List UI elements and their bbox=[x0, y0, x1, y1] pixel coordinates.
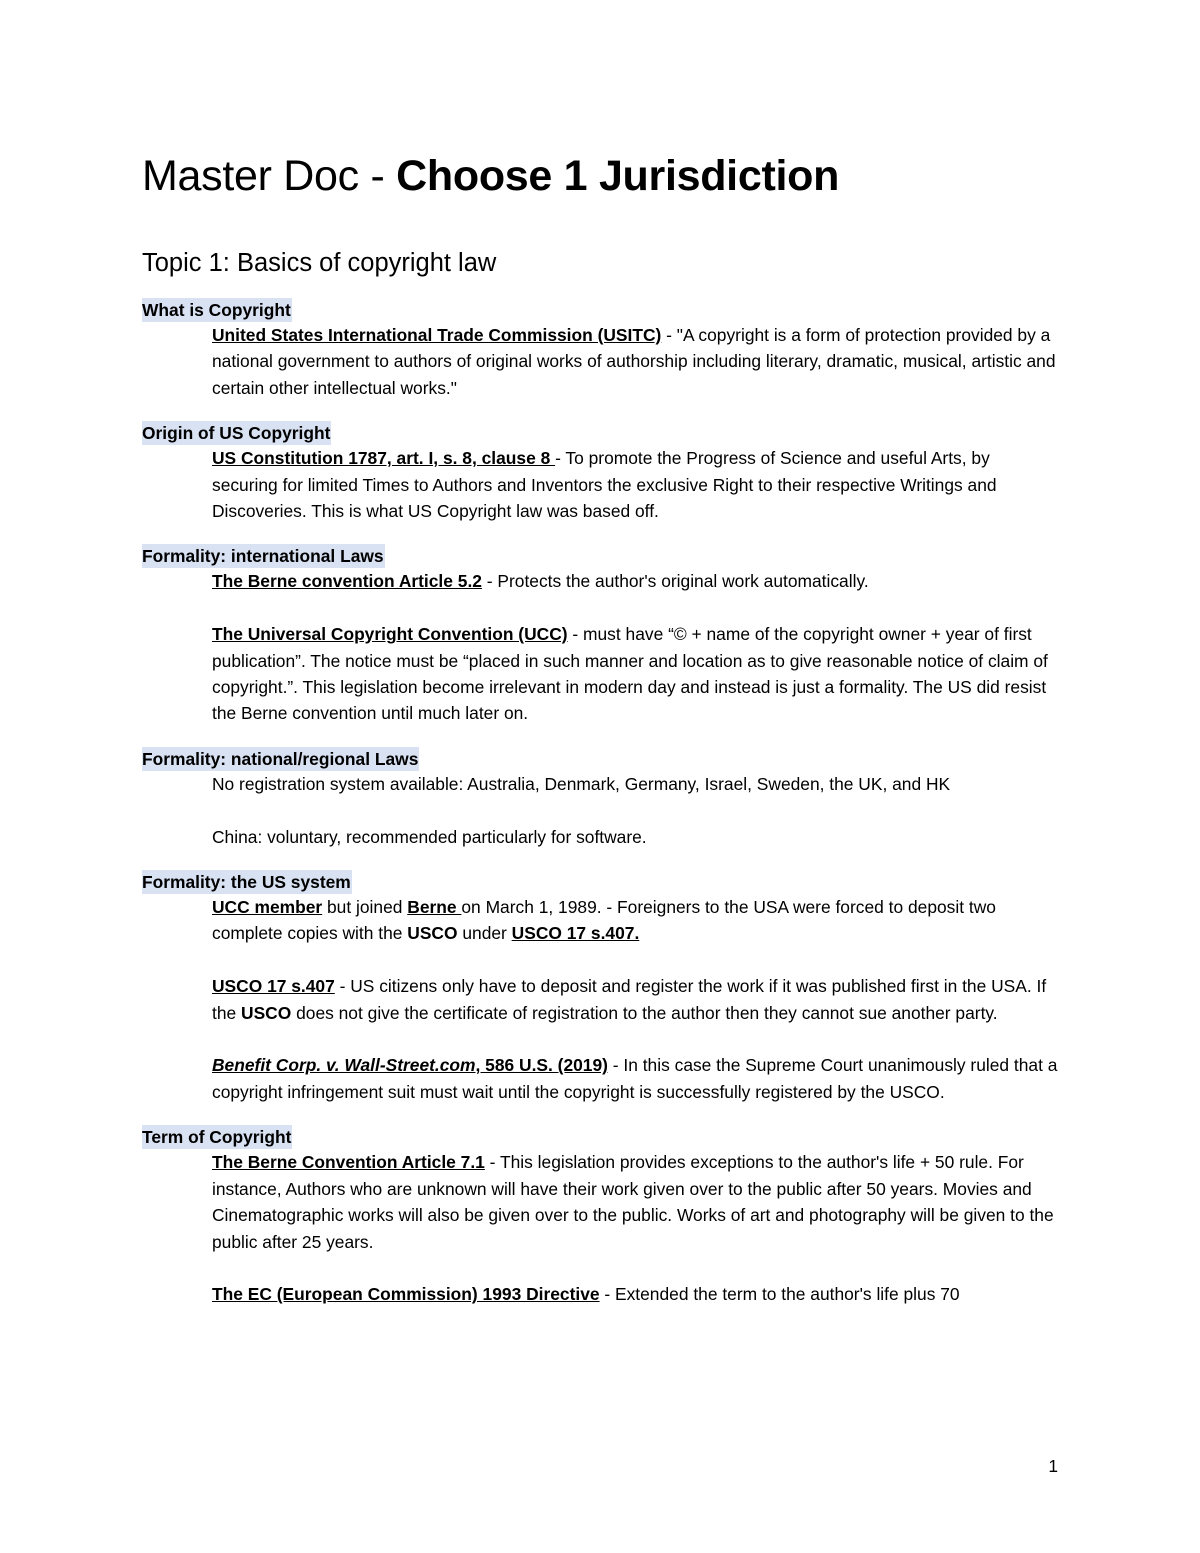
reference-usco-17: USCO 17 s.407. bbox=[511, 923, 640, 944]
paragraph-text: but joined bbox=[322, 897, 408, 918]
paragraph-text: - Extended the term to the author's life plus 70 bbox=[599, 1284, 960, 1305]
paragraph: No registration system available: Australia, Denmark, Germany, Israel, Sweden, the UK, and HK bbox=[212, 773, 951, 794]
paragraph bbox=[212, 894, 1060, 947]
section-heading: What is Copyright bbox=[142, 300, 291, 320]
paragraph bbox=[212, 322, 1060, 401]
reference-usco-17: USCO 17 s.407 bbox=[212, 976, 335, 997]
reference-ucc: The Universal Copyright Convention (UCC) bbox=[212, 624, 568, 645]
paragraph-text: does not give the certificate of registration to the author then they cannot sue another party. bbox=[291, 1002, 998, 1023]
section-what-is-copyright bbox=[142, 298, 1060, 401]
paragraph bbox=[212, 1281, 1060, 1307]
document-title-plain: Master Doc - bbox=[142, 152, 397, 200]
reference-ec-directive: The EC (European Commission) 1993 Directive bbox=[212, 1284, 600, 1305]
paragraph bbox=[212, 445, 1060, 524]
reference-case-citation: , 586 U.S. (2019) bbox=[475, 1055, 608, 1076]
reference-case-name: Benefit Corp. v. Wall-Street.com bbox=[212, 1055, 476, 1076]
section-body bbox=[212, 894, 1060, 1105]
reference-ucc-member: UCC member bbox=[212, 897, 323, 918]
paragraph-text: - To promote the Progress of Science and useful Arts, by securing for limited Times to Authors and Inventors the exclusive Right to their respective Writings and Discoveries. This is what US Copyright law was based off. bbox=[212, 448, 997, 522]
paragraph-text: - must have “© + name of the copyright owner + year of first publication”. The notice must be “placed in such manner and location as to give reasonable notice of claim of copyright.”. This legislation become irrelevant in modern day and instead is just a formality. The US did resist the Berne convention until much later on. bbox=[212, 624, 1048, 724]
paragraph bbox=[212, 973, 1060, 1026]
section-heading: Formality: the US system bbox=[142, 872, 351, 893]
reference-usitc: United States International Trade Commission (USITC) bbox=[212, 325, 662, 345]
page-number: 1 bbox=[1048, 1456, 1058, 1476]
section-heading: Formality: national/regional Laws bbox=[142, 748, 419, 769]
topic-heading: Topic 1: Basics of copyright law bbox=[142, 249, 497, 277]
section-heading: Origin of US Copyright bbox=[142, 423, 331, 444]
paragraph-text: under bbox=[457, 923, 512, 944]
section-body bbox=[212, 445, 1060, 524]
document-title-bold: Choose 1 Jurisdiction bbox=[396, 152, 840, 200]
section-formality-us-system bbox=[142, 870, 1060, 1105]
document-title bbox=[142, 148, 1060, 204]
reference-berne: Berne bbox=[407, 897, 462, 918]
paragraph-text: - US citizens only have to deposit and register the work if it was published first in the USA. If the bbox=[212, 976, 1047, 1023]
section-body bbox=[212, 568, 1060, 726]
section-body bbox=[212, 1149, 1060, 1307]
paragraph bbox=[212, 621, 1060, 727]
reference-berne-7-1: The Berne Convention Article 7.1 bbox=[212, 1152, 485, 1173]
paragraph-text: - Protects the author's original work automatically. bbox=[481, 571, 869, 592]
paragraph-text: - This legislation provides exceptions to the author's life + 50 rule. For instance, Authors who are unknown will have their work given over to the public after 50 years. Movies and Cinematographic works will also be given over to the public. Works of art and photography will be given to the public after 25 years. bbox=[212, 1152, 1054, 1252]
section-term-of-copyright bbox=[142, 1125, 1060, 1307]
bold-usco: USCO bbox=[407, 923, 458, 944]
reference-berne-5-2: The Berne convention Article 5.2 bbox=[212, 571, 482, 592]
bold-usco: USCO bbox=[241, 1002, 292, 1023]
section-heading: Formality: international Laws bbox=[142, 546, 384, 567]
paragraph-text: - "A copyright is a form of protection provided by a national government to authors of original works of authorship including literary, dramatic, musical, artistic and certain other intellectual works." bbox=[212, 325, 1056, 398]
paragraph bbox=[212, 1149, 1060, 1255]
paragraph: China: voluntary, recommended particularly for software. bbox=[212, 826, 647, 847]
section-heading: Term of Copyright bbox=[142, 1127, 292, 1148]
paragraph bbox=[212, 568, 1060, 594]
section-formality-international bbox=[142, 544, 1060, 726]
section-formality-national bbox=[142, 747, 1060, 850]
paragraph-text: on March 1, 1989. - Foreigners to the USA were forced to deposit two complete copies with the bbox=[212, 897, 996, 944]
section-body bbox=[212, 322, 1060, 401]
paragraph bbox=[212, 1052, 1060, 1105]
reference-us-constitution: US Constitution 1787, art. I, s. 8, clause 8 bbox=[212, 448, 556, 469]
section-body bbox=[212, 771, 1060, 850]
section-origin-us-copyright bbox=[142, 421, 1060, 524]
paragraph-text: - In this case the Supreme Court unanimously ruled that a copyright infringement suit must wait until the copyright is successfully registered by the USCO. bbox=[212, 1055, 1058, 1102]
